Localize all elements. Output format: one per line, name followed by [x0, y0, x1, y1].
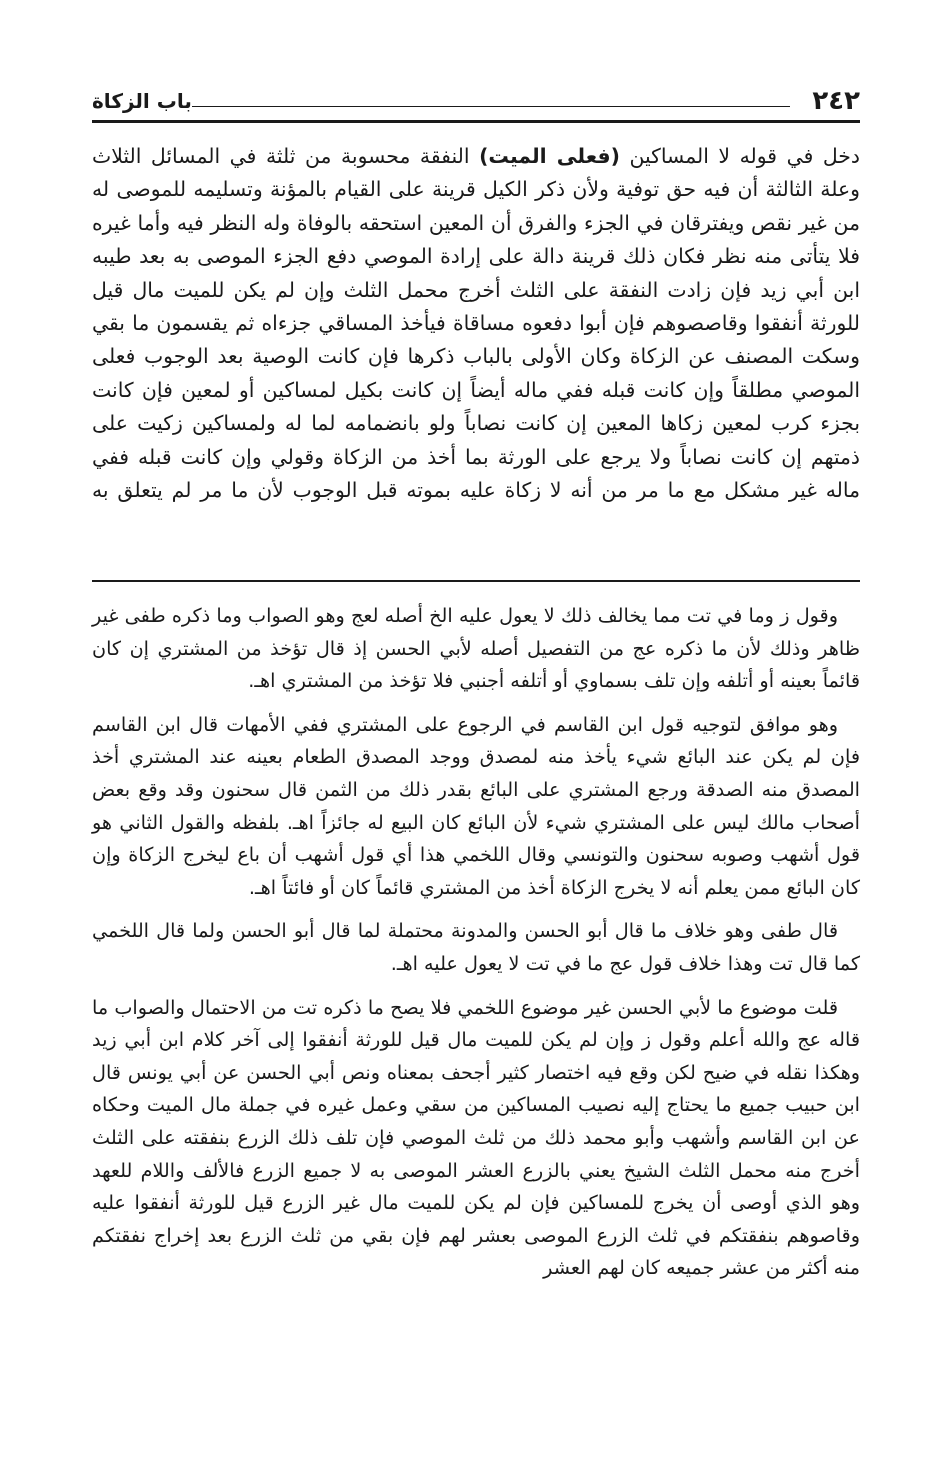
- page-number: ٢٤٢: [812, 86, 860, 116]
- main-text-rest: النفقة محسوبة من ثلثة في المسائل الثلاث وعلة الثالثة أن فيه حق توفية ولأن ذكر الكيل قرينة على القيام بالمؤنة وتسليمه للموصى له من غير نقص ويفترقان في الجزء والفرق أن المعين استحقه بالوفاة وله النظر فيه وأما غيره فلا يتأتى منه نظر فكان ذلك قرينة دالة على إرادة الموصي دفع الجزء الموصى به بعد طيبه ابن أبي زيد فإن زادت النفقة على الثلث أخرج محمل الثلث وإن لم يكن للميت مال قيل للورثة أنفقوا وقاصصوهم فإن أبوا دفعوه مساقاة فيأخذ المساقي جزءاه ثم يقسمون ما بقي وسكت المصنف عن الزكاة وكان الأولى بالباب ذكرها فإن كانت الوصية بعد الوجوب فعلى الموصي مطلقاً وإن كانت قبله ففي ماله أيضاً إن كانت بكيل لمساكين أو لمعين فإن كانت بجزء كرب لمعين زكاها المعين إن كانت نصاباً ولو بانضمامه لما له ولمساكين زكيت على ذمتهم إن كانت نصاباً ولا يرجع على الورثة بما أخذ من الزكاة وقولي وإن كانت قبله ففي ماله غير مشكل مع ما مر من أنه لا زكاة عليه بموته قبل الوجوب لأن ما مر لم يتعلق به: [92, 144, 860, 503]
- header-leader-line: [192, 106, 790, 107]
- footnotes: [92, 600, 860, 1296]
- main-text: [92, 140, 860, 507]
- footnote-separator: [92, 580, 860, 582]
- footnote-paragraph: وقول ز وما في تت مما يخالف ذلك لا يعول عليه الخ أصله لعج وهو الصواب وما ذكره طفى غير ظاهر وذلك لأن ما ذكره عج من التفصيل أصله لأبي الحسن إذ قال تؤخذ من المشتري إن كان قائماً بعينه أو أتلفه وإن تلف بسماوي أو أتلفه أجنبي فلا تؤخذ من المشتري اهـ.: [92, 604, 860, 693]
- footnote-paragraph: قلت موضوع ما لأبي الحسن غير موضوع اللخمي فلا يصح ما ذكره تت من الاحتمال والصواب ما قاله عج والله أعلم وقول ز وإن لم يكن للميت مال قيل للورثة أنفقوا إلى آخر كلام ابن أبي زيد وهكذا نقله في ضيح لكن وقع فيه اختصار كثير أجحف بمعناه ونص أبي الحسن عن أبي يونس قال ابن حبيب جميع ما يحتاج إليه نصيب المساكين من سقي وعمل غيره في جملة مال الميت وحكاه عن ابن القاسم وأشهب وأبو محمد ذلك من ثلث الموصي فإن تلف ذلك الزرع بنفقته على الثلث أخرج منه محمل الثلث الشيخ يعني بالزرع العشر الموصى به لا جميع الزرع فالألف واللام للعهد وهو الذي أوصى أن يخرج للمساكين فإن لم يكن للميت مال غير الزرع قيل للورثة أنفقوا عليه وقاصوهم بنفقتكم في ثلث الزرع الموصى بعشر لهم فإن بقي من ثلث الزرع بعد إخراج نفقتكم منه أكثر من عشر جميعه كان لهم العشر: [92, 995, 860, 1280]
- main-text-start: دخل في قوله لا المساكين: [619, 144, 860, 168]
- footnote-paragraph: قال طفى وهو خلاف ما قال أبو الحسن والمدونة محتملة لما قال أبو الحسن ولما قال اللخمي كما قال تت وهذا خلاف قول عج ما في تت لا يعول عليه اهـ.: [92, 919, 860, 975]
- running-header: [92, 84, 860, 124]
- bold-lemma: (فعلى الميت): [479, 144, 620, 168]
- footnote-paragraph: وهو موافق لتوجيه قول ابن القاسم في الرجوع على المشتري ففي الأمهات قال ابن القاسم فإن لم يكن عند البائع شيء يأخذ منه لمصدق ووجد المصدق الطعام بعينه عند المشتري أخذ المصدق منه الصدقة ورجع المشتري على البائع بقدر ذلك من الثمن قال سحنون وقد وقع بعض أصحاب مالك ليس على المشتري شيء لأن البائع كان البيع له جائزاً اهـ. بلفظه والقول الثاني هو قول أشهب وصوبه سحنون والتونسي وقال اللخمي هذا أي قول أشهب أن باع ليخرج الزكاة وإن كان البائع ممن يعلم أنه لا يخرج الزكاة أخذ من المشتري قائماً كان أو فائتاً اهـ.: [92, 712, 860, 899]
- header-rule: [92, 120, 860, 123]
- chapter-title: باب الزكاة: [92, 89, 192, 113]
- main-paragraph: [92, 140, 860, 507]
- page: [92, 84, 860, 1404]
